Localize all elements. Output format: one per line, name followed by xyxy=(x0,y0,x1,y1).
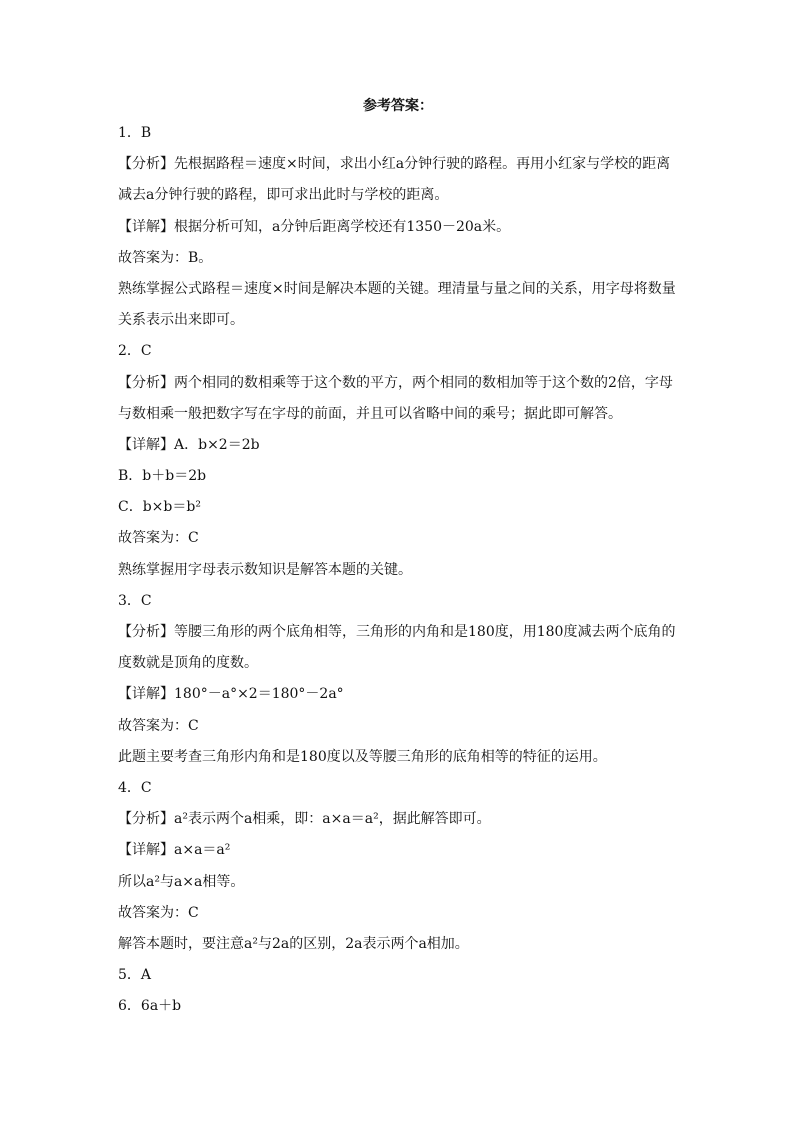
text-line: 故答案为：C xyxy=(118,717,199,734)
text-line: 5．A xyxy=(118,967,152,984)
text-line: 2．C xyxy=(118,343,152,360)
text-line: 熟练掌握用字母表示数知识是解答本题的关键。 xyxy=(118,561,412,578)
text-line: 度数就是顶角的度数。 xyxy=(118,655,258,672)
text-line: 【分析】a²表示两个a相乘，即：a×a＝a²，据此解答即可。 xyxy=(118,811,491,828)
text-line: 解答本题时，要注意a²与2a的区别，2a表示两个a相加。 xyxy=(118,935,469,952)
text-line: 【分析】等腰三角形的两个底角相等，三角形的内角和是180度，用180度减去两个底角的 xyxy=(118,624,676,640)
text-line: 熟练掌握公式路程＝速度×时间是解决本题的关键。理清量与量之间的关系，用字母将数量 xyxy=(118,280,676,297)
text-line: 减去a分钟行驶的路程，即可求出此时与学校的距离。 xyxy=(118,187,449,204)
text-line: 【详解】A．b×2＝2b xyxy=(118,436,260,453)
text-line: C．b×b＝b² xyxy=(118,499,201,516)
text-line: 6．6a＋b xyxy=(118,998,182,1015)
page-title: 参考答案： xyxy=(363,98,433,114)
text-line: 【详解】180°－a°×2＝180°－2a° xyxy=(118,686,344,703)
text-line: 故答案为：C xyxy=(118,904,199,921)
text-line: 所以a²与a×a相等。 xyxy=(118,873,245,890)
text-line: 【分析】两个相同的数相乘等于这个数的平方，两个相同的数相加等于这个数的2倍，字母 xyxy=(118,374,673,391)
text-line: 故答案为：C xyxy=(118,530,199,547)
text-line: 4．C xyxy=(118,779,152,796)
text-line: 此题主要考查三角形内角和是180度以及等腰三角形的底角相等的特征的运用。 xyxy=(118,748,607,765)
text-line: 【详解】根据分析可知，a分钟后距离学校还有1350－20a米。 xyxy=(118,218,511,235)
text-line: 【分析】先根据路程＝速度×时间，求出小红a分钟行驶的路程。再用小红家与学校的距离 xyxy=(118,156,671,173)
text-line: 3．C xyxy=(118,592,152,609)
answer-body xyxy=(118,118,678,1022)
text-line: 与数相乘一般把数字写在字母的前面，并且可以省略中间的乘号；据此即可解答。 xyxy=(118,405,622,422)
text-line: 【详解】a×a＝a² xyxy=(118,842,231,859)
text-line: 故答案为：B。 xyxy=(118,249,213,266)
text-line: 1．B xyxy=(118,125,152,141)
text-line: B．b＋b＝2b xyxy=(118,468,207,485)
text-line: 关系表示出来即可。 xyxy=(118,312,244,329)
